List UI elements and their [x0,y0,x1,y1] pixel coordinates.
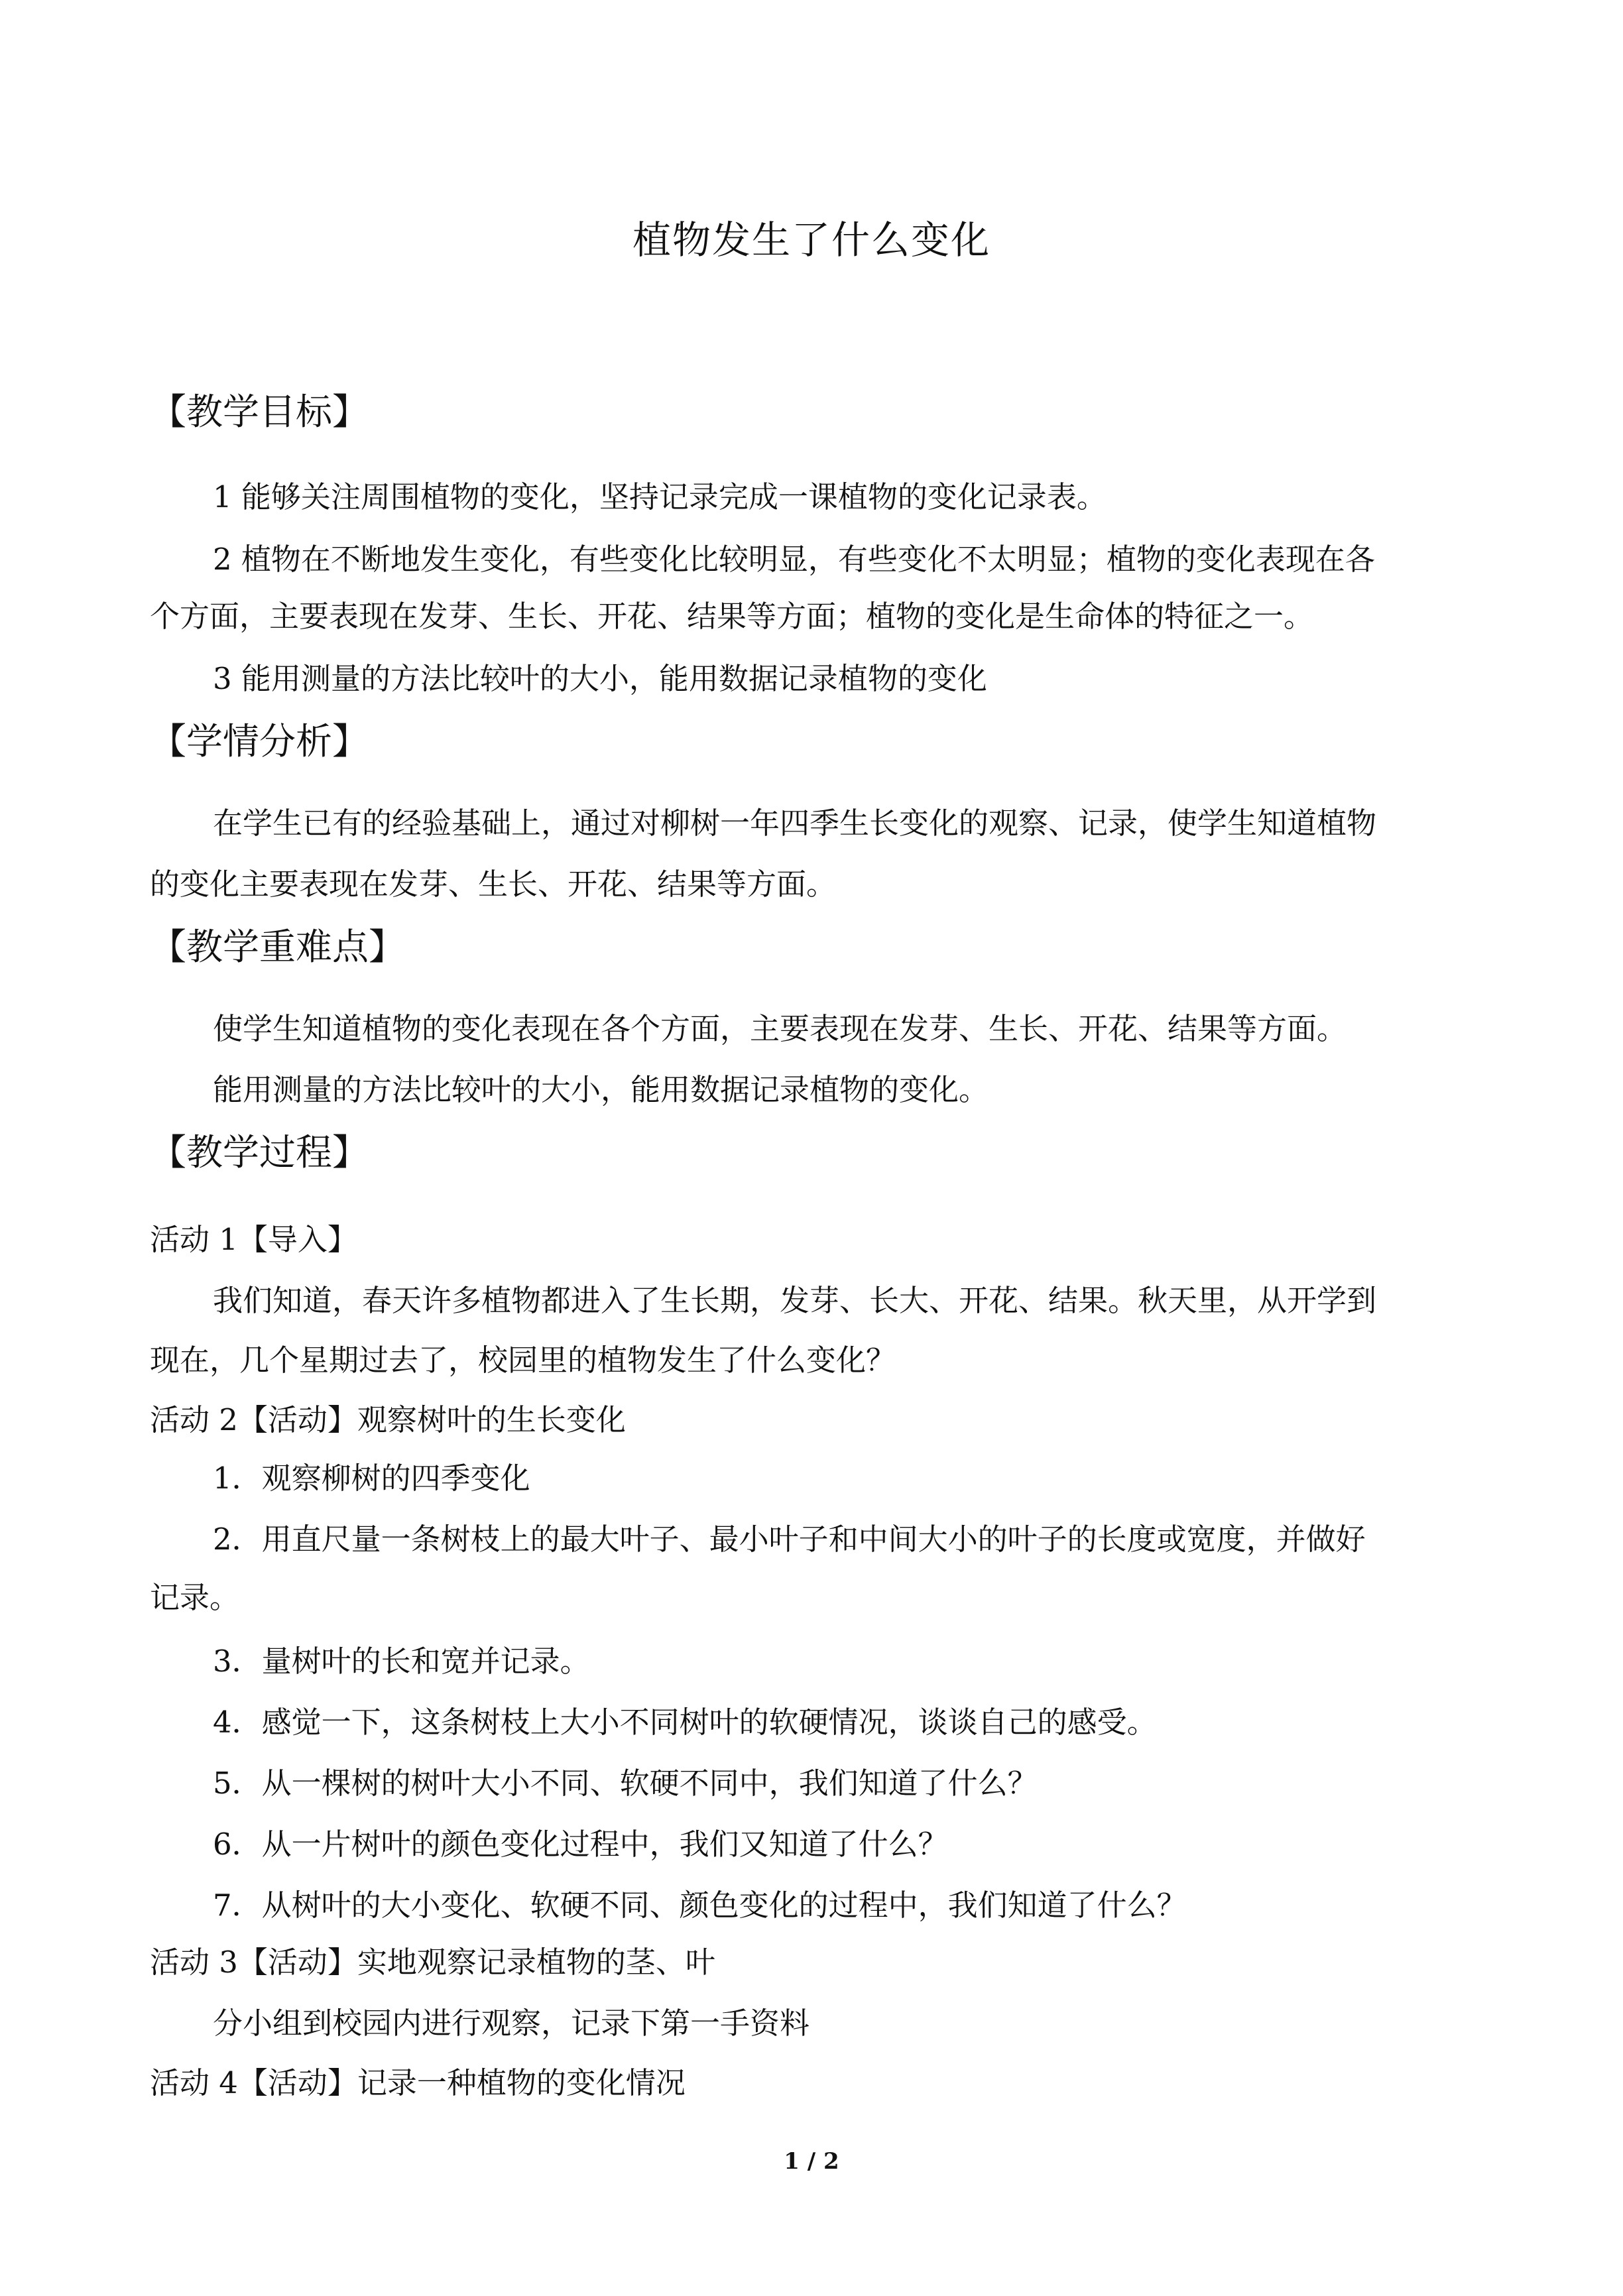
section-heading-keypoints: 【教学重难点】 [150,926,406,968]
goal-item-2-continued: 个方面，主要表现在发芽、生长、开花、结果等方面；植物的变化是生命体的特征之一。 [150,599,1314,634]
page-number: 1 / 2 [784,2148,839,2175]
analysis-line-2: 的变化主要表现在发芽、生长、开花、结果等方面。 [150,867,837,902]
activity-2-step-2-continued: 记录。 [150,1580,240,1615]
keypoint-line-1: 使学生知道植物的变化表现在各个方面，主要表现在发芽、生长、开花、结果等方面。 [213,1011,1347,1046]
document-title: 植物发生了什么变化 [632,217,991,263]
activity-1-line-1: 我们知道，春天许多植物都进入了生长期，发芽、长大、开花、结果。秋天里，从开学到 [213,1283,1377,1318]
section-heading-process: 【教学过程】 [150,1131,369,1174]
activity-2-step-6: 6．从一片树叶的颜色变化过程中，我们又知道了什么？ [213,1827,948,1862]
goal-item-2: 2 植物在不断地发生变化，有些变化比较明显，有些变化不太明显；植物的变化表现在各 [213,542,1375,577]
activity-3-line-1: 分小组到校园内进行观察，记录下第一手资料 [213,2006,810,2041]
activity-2-label: 活动 2【活动】观察树叶的生长变化 [150,1402,626,1437]
activity-1-label: 活动 1【导入】 [150,1222,357,1257]
section-heading-analysis: 【学情分析】 [150,720,369,762]
activity-4-label: 活动 4【活动】记录一种植物的变化情况 [150,2065,686,2100]
section-heading-goals: 【教学目标】 [150,391,369,433]
activity-2-step-5: 5．从一棵树的树叶大小不同、软硬不同中，我们知道了什么？ [213,1766,1038,1801]
activity-2-step-1: 1．观察柳树的四季变化 [213,1461,530,1496]
activity-2-step-7: 7．从树叶的大小变化、软硬不同、颜色变化的过程中，我们知道了什么？ [213,1888,1187,1923]
activity-2-step-3: 3．量树叶的长和宽并记录。 [213,1644,590,1679]
analysis-line-1: 在学生已有的经验基础上，通过对柳树一年四季生长变化的观察、记录，使学生知道植物 [213,806,1377,841]
goal-item-3: 3 能用测量的方法比较叶的大小，能用数据记录植物的变化 [213,661,987,696]
keypoint-line-2: 能用测量的方法比较叶的大小，能用数据记录植物的变化。 [213,1072,989,1107]
activity-3-label: 活动 3【活动】实地观察记录植物的茎、叶 [150,1945,715,1980]
activity-1-line-2: 现在，几个星期过去了，校园里的植物发生了什么变化？ [150,1343,896,1378]
activity-2-step-2: 2．用直尺量一条树枝上的最大叶子、最小叶子和中间大小的叶子的长度或宽度，并做好 [213,1522,1366,1557]
activity-2-step-4: 4．感觉一下，这条树枝上大小不同树叶的软硬情况，谈谈自己的感受。 [213,1705,1157,1740]
goal-item-1: 1 能够关注周围植物的变化，坚持记录完成一课植物的变化记录表。 [213,479,1107,514]
